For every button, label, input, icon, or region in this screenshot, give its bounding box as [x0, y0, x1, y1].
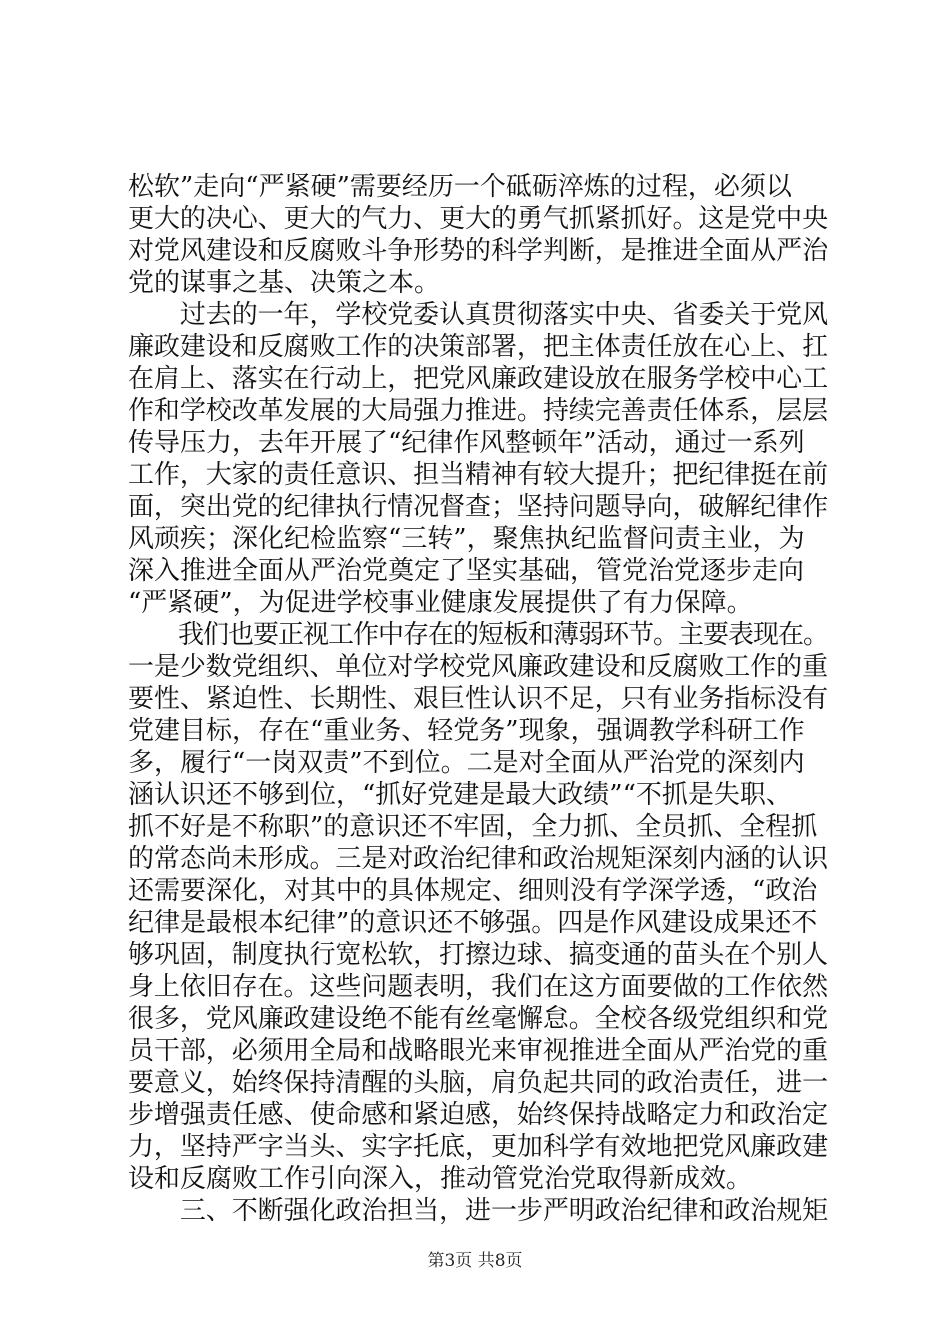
text-line: 涵认识还不够到位，“抓好党建是最大政绩”“不抓是失职、	[128, 780, 792, 810]
text-line: 够巩固，制度执行宽松软，打擦边球、搞变通的苗头在个别人	[128, 940, 829, 970]
text-line: 廉政建设和反腐败工作的决策部署，把主体责任放在心上、扛	[128, 332, 829, 362]
text-line: 我们也要正视工作中存在的短板和薄弱环节。主要表现在。	[128, 620, 829, 650]
text-line: 作和学校改革发展的大局强力推进。持续完善责任体系，层层	[128, 396, 829, 426]
text-line: 抓不好是不称职”的意识还不牢固，全力抓、全员抓、全程抓	[128, 812, 818, 842]
text-line: 深入推进全面从严治党奠定了坚实基础，管党治党逐步走向	[128, 556, 805, 586]
text-line: 一是少数党组织、单位对学校党风廉政建设和反腐败工作的重	[128, 652, 829, 682]
text-line: 传导压力，去年开展了“纪律作风整顿年”活动，通过一系列	[128, 428, 805, 458]
text-line: 更大的决心、更大的气力、更大的勇气抓紧抓好。这是党中央	[128, 204, 829, 234]
text-line: 纪律是最根本纪律”的意识还不够强。四是作风建设成果还不	[128, 908, 818, 938]
page-footer: 第3页 共8页	[427, 1251, 523, 1271]
text-line: “严紧硬”，为促进学校事业健康发展提供了有力保障。	[128, 588, 753, 618]
text-line: 还需要深化，对其中的具体规定、细则没有学深学透，“政治	[128, 876, 818, 906]
text-line: 松软”走向“严紧硬”需要经历一个砥砺淬炼的过程，必须以	[128, 172, 792, 202]
text-line: 的常态尚未形成。三是对政治纪律和政治规矩深刻内涵的认识	[128, 844, 829, 874]
text-line: 身上依旧存在。这些问题表明，我们在这方面要做的工作依然	[128, 972, 829, 1002]
text-line: 三、不断强化政治担当，进一步严明政治纪律和政治规矩	[128, 1196, 829, 1226]
text-line: 很多，党风廉政建设绝不能有丝毫懈怠。全校各级党组织和党	[128, 1004, 829, 1034]
text-line: 面，突出党的纪律执行情况督查；坚持问题导向，破解纪律作	[128, 492, 829, 522]
text-line: 步增强责任感、使命感和紧迫感，始终保持战略定力和政治定	[128, 1100, 829, 1130]
text-line: 对党风建设和反腐败斗争形势的科学判断，是推进全面从严治	[128, 236, 829, 266]
text-line: 员干部，必须用全局和战略眼光来审视推进全面从严治党的重	[128, 1036, 829, 1066]
text-line: 工作，大家的责任意识、担当精神有较大提升；把纪律挺在前	[128, 460, 829, 490]
body-text	[128, 171, 828, 1227]
text-line: 要性、紧迫性、长期性、艰巨性认识不足，只有业务指标没有	[128, 684, 829, 714]
text-line: 多，履行“一岗双责”不到位。二是对全面从严治党的深刻内	[128, 748, 805, 778]
text-line: 党建目标，存在“重业务、轻党务”现象，强调教学科研工作	[128, 716, 805, 746]
text-line: 设和反腐败工作引向深入，推动管党治党取得新成效。	[128, 1164, 753, 1194]
text-line: 党的谋事之基、决策之本。	[128, 268, 441, 298]
text-line: 过去的一年，学校党委认真贯彻落实中央、省委关于党风	[128, 300, 829, 330]
text-line: 要意义，始终保持清醒的头脑，肩负起共同的政治责任，进一	[128, 1068, 829, 1098]
text-line: 力，坚持严字当头、实字托底，更加科学有效地把党风廉政建	[128, 1132, 829, 1162]
text-line: 风顽疾；深化纪检监察“三转”，聚焦执纪监督问责主业，为	[128, 524, 805, 554]
text-line: 在肩上、落实在行动上，把党风廉政建设放在服务学校中心工	[128, 364, 829, 394]
